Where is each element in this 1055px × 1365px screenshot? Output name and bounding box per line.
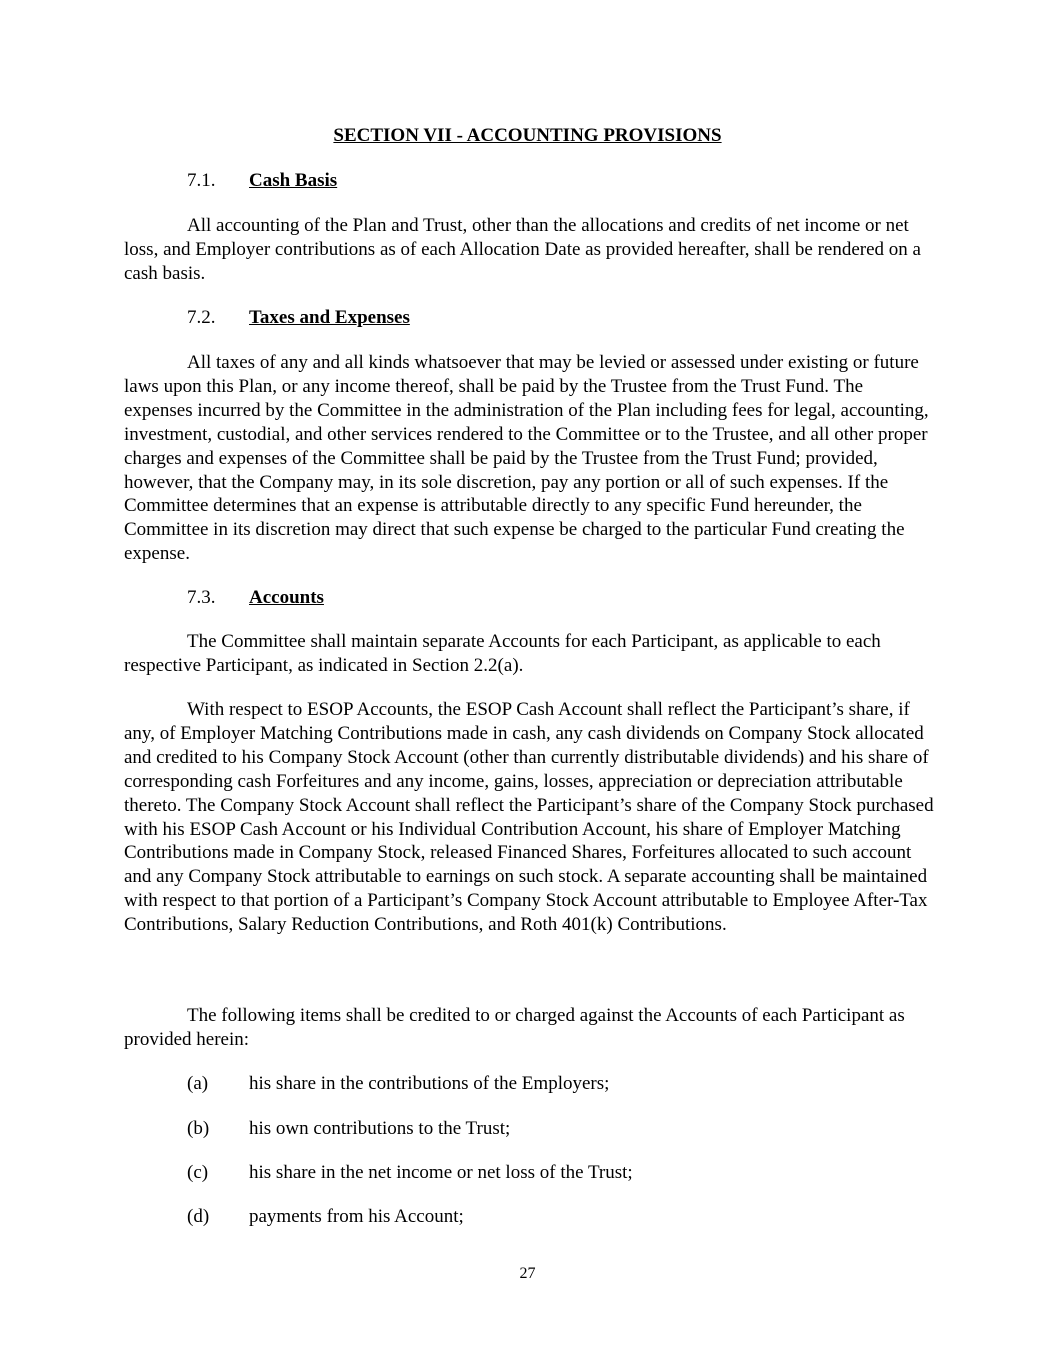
list-item-label: (a) (187, 1073, 209, 1094)
subsection-number: 7.1. (187, 170, 216, 191)
section-heading: SECTION VII - ACCOUNTING PROVISIONS (333, 125, 722, 146)
list-item-label: (c) (187, 1162, 209, 1183)
paragraph-cash-basis: All accounting of the Plan and Trust, other than the allocations and credits of net income or net loss, and Employer contributions as of each Allocation Date as provided hereafter, shall be rendered on a cash basis. (124, 215, 921, 284)
list-item (187, 1161, 633, 1185)
paragraph-esop-accounts: With respect to ESOP Accounts, the ESOP Cash Account shall reflect the Participant’s share, if any, of Employer Matching Contributions made in cash, any cash dividends on Company Stock allocated and credited to his Company Stock Account (other than currently distributable dividends) and his share of corresponding cash Forfeitures and any income, gains, losses, appreciation or depreciation attributable thereto. The Company Stock Account shall reflect the Participant’s share of the Company Stock purchased with his ESOP Cash Account or his Individual Contribution Account, his share of Employer Matching Contributions made in Company Stock, released Financed Shares, Forfeitures allocated to such account and any Company Stock attributable to earnings on such stock. A separate accounting shall be maintained with respect to that portion of a Participant’s Company Stock Account attributable to Employee After-Tax Contributions, Salary Reduction Contributions, and Roth 401(k) Contributions. (124, 699, 934, 936)
subsection-title: Accounts (249, 587, 324, 608)
paragraph-taxes-expenses: All taxes of any and all kinds whatsoever that may be levied or assessed under existing or future laws upon this Plan, or any income thereof, shall be paid by the Trustee from the Trust Fund. The expenses incurred by the Committee in the administration of the Plan including fees for legal, accounting, investment, custodial, and other services rendered to the Committee or to the Trustee, and all other proper charges and expenses of the Committee shall be paid by the Trustee from the Trust Fund; provided, however, that the Company may, in its sole discretion, pay any portion or all of such expenses. If the Committee determines that an expense is attributable directly to any specific Fund hereunder, the Committee in its discretion may direct that such expense be charged to the particular Fund creating the expense. (124, 352, 929, 565)
subsection-number: 7.2. (187, 307, 216, 328)
list-item-label: (b) (187, 1118, 210, 1139)
list-item (187, 1072, 609, 1096)
list-item-text: his own contributions to the Trust; (249, 1118, 511, 1139)
subsection-title: Cash Basis (249, 170, 338, 191)
list-item-text: his share in the net income or net loss of the Trust; (249, 1162, 633, 1183)
subsection-title: Taxes and Expenses (249, 307, 410, 328)
subsection-heading-7-1 (187, 169, 337, 193)
list-item (187, 1117, 510, 1141)
paragraph-accounts-intro: The Committee shall maintain separate Accounts for each Participant, as applicable to each respective Participant, as indicated in Section 2.2(a). (124, 631, 881, 676)
list-item-label: (d) (187, 1206, 210, 1227)
list-item-text: his share in the contributions of the Employers; (249, 1073, 610, 1094)
subsection-heading-7-2 (187, 306, 410, 330)
list-item-text: payments from his Account; (249, 1206, 464, 1227)
subsection-heading-7-3 (187, 586, 324, 610)
list-item (187, 1205, 464, 1229)
subsection-number: 7.3. (187, 587, 216, 608)
page-number: 27 (519, 1265, 536, 1282)
paragraph-credited-items: The following items shall be credited to or charged against the Accounts of each Participant as provided herein: (124, 1005, 905, 1050)
